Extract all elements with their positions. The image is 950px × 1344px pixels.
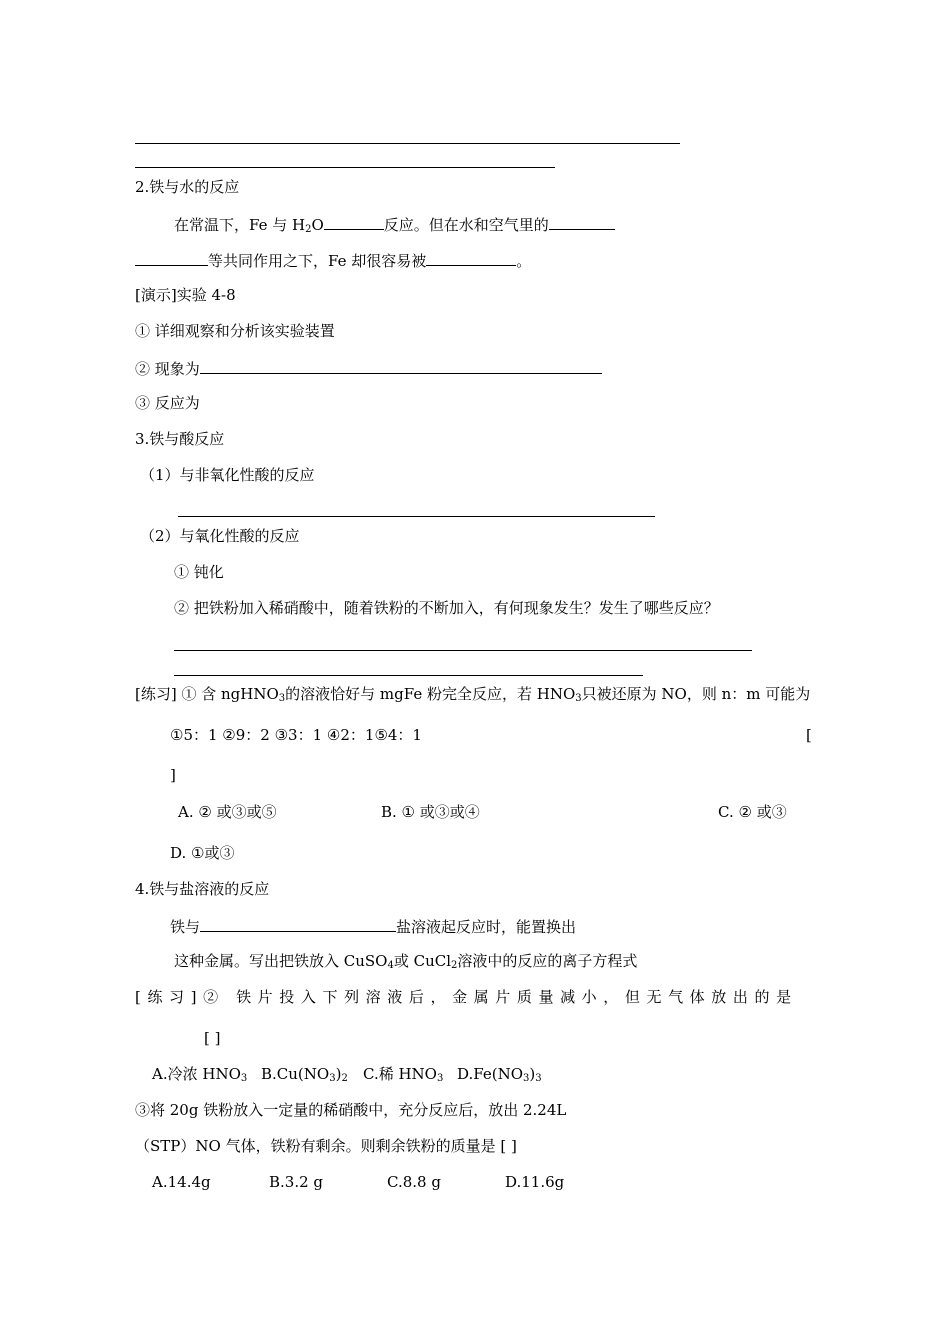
paragraph-line: 这种金属。写出把铁放入 CuSO$_4$或 CuCl$_2$溶液中的反应的离子方程式 bbox=[174, 952, 638, 971]
option-a[interactable]: A. ② 或③或⑤ bbox=[178, 803, 277, 821]
paragraph-line: 等共同作用之下，Fe 却很容易被 。 bbox=[135, 249, 531, 271]
fill-blank[interactable] bbox=[324, 213, 384, 230]
option-b[interactable]: $B.Cu(NO_3)_2$ bbox=[261, 1065, 348, 1084]
answer-bracket-open: [ bbox=[806, 726, 812, 744]
fill-blank[interactable] bbox=[549, 213, 615, 230]
option-d[interactable]: D.11.6g bbox=[505, 1173, 565, 1191]
demo-label: [演示]实验 4-8 bbox=[135, 286, 236, 304]
answer-line[interactable] bbox=[135, 167, 555, 168]
option-a[interactable]: A.14.4g bbox=[152, 1173, 211, 1191]
fill-blank[interactable] bbox=[200, 357, 602, 374]
exercise-question: （STP）NO 气体，铁粉有剩余。则剩余铁粉的质量是 [ ] bbox=[135, 1137, 517, 1155]
list-item: ② 把铁粉加入稀硝酸中，随着铁粉的不断加入，有何现象发生？发生了哪些反应？ bbox=[174, 599, 719, 617]
option-b[interactable]: B.3.2 g bbox=[269, 1173, 324, 1191]
section-heading: 3.铁与酸反应 bbox=[135, 430, 225, 448]
exercise-question: ③将 20g 铁粉放入一定量的稀硝酸中，充分反应后，放出 2.24L bbox=[135, 1101, 567, 1119]
section-heading: 4.铁与盐溶液的反应 bbox=[135, 880, 270, 898]
subheading: （2）与氧化性酸的反应 bbox=[140, 527, 300, 545]
demo-step: ② 现象为 bbox=[135, 357, 602, 379]
ratio-list: ①5：1 ②9：2 ③3：1 ④2：1⑤4：1 bbox=[170, 726, 422, 744]
exercise-question: [练习] ① 含 ngHNO$_3$的溶液恰好与 mgFe 粉完全反应，若 $HNO_3$只被还原为 NO，则 n：m 可能为 bbox=[135, 685, 811, 704]
section-heading: 2.铁与水的反应 bbox=[135, 178, 240, 196]
option-a[interactable]: A.冷浓 $HNO_3$ bbox=[152, 1065, 248, 1084]
paragraph-line: 在常温下，Fe 与 $H_2O$ 反应。但在水和空气里的 bbox=[174, 213, 615, 240]
fill-blank[interactable] bbox=[426, 249, 516, 266]
demo-step: ③ 反应为 bbox=[135, 394, 200, 412]
option-d[interactable]: $D.Fe(NO_3)_3$ bbox=[457, 1065, 542, 1084]
answer-line[interactable] bbox=[174, 675, 643, 676]
option-c[interactable]: C.稀 $HNO_3$ bbox=[363, 1065, 444, 1084]
paragraph-line: 铁与 盐溶液起反应时，能置换出 bbox=[170, 915, 576, 937]
exercise-question: [练习]② 铁片投入下列溶液后，金属片质量减小，但无气体放出的是 bbox=[135, 988, 798, 1006]
option-b[interactable]: B. ① 或③或④ bbox=[381, 803, 480, 821]
answer-bracket: [ ] bbox=[204, 1029, 221, 1047]
demo-step: ① 详细观察和分析该实验装置 bbox=[135, 322, 335, 340]
list-item: ① 钝化 bbox=[174, 563, 224, 581]
answer-line[interactable] bbox=[174, 650, 752, 651]
option-c[interactable]: C. ② 或③ bbox=[718, 803, 787, 821]
answer-bracket-close: ] bbox=[170, 766, 176, 784]
answer-line[interactable] bbox=[135, 143, 680, 144]
fill-blank[interactable] bbox=[135, 249, 208, 266]
fill-blank[interactable] bbox=[200, 915, 396, 932]
answer-line[interactable] bbox=[178, 516, 655, 517]
subheading: （1）与非氧化性酸的反应 bbox=[140, 466, 315, 484]
option-c[interactable]: C.8.8 g bbox=[387, 1173, 441, 1191]
option-d[interactable]: D. ①或③ bbox=[170, 844, 235, 862]
